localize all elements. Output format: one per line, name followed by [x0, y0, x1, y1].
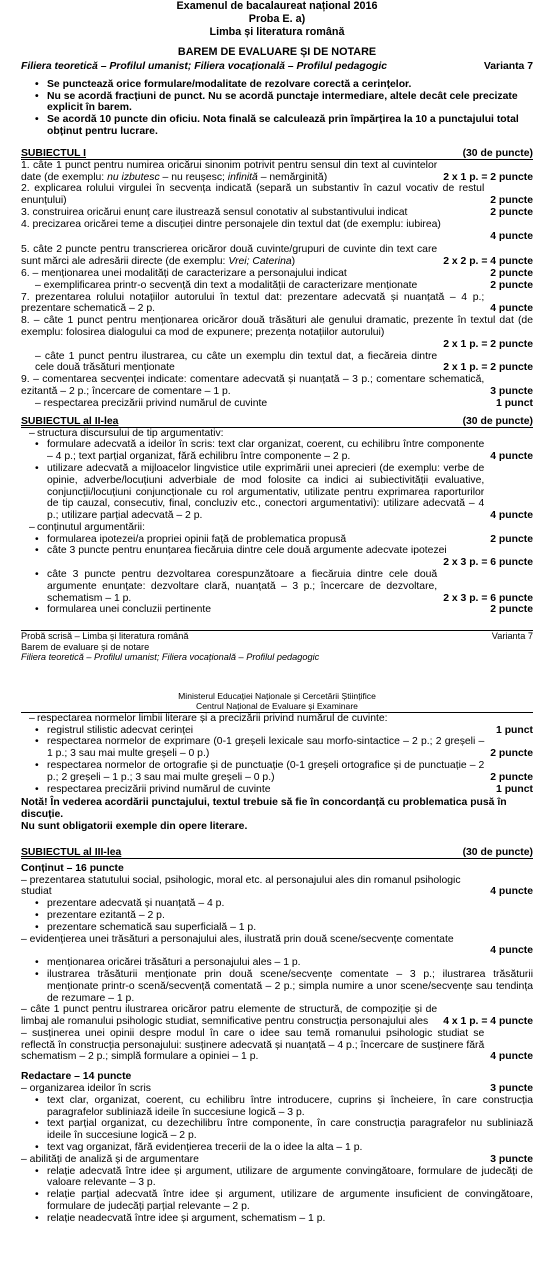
item-5: 5. câte 2 puncte pentru transcrierea oricăror două cuvinte/grupuri de cuvinte din text care sunt mărci ale adresării directe (de exemplu: Vrei; Caterina) 2 x 2 p. = 4 puncte [21, 244, 533, 268]
s2-norms-list: • registrul stilistic adecvat cerinței 1 punct • respectarea normelor de exprimare (0-1 greșeli lexicale sau morfo-sintactice – 2 p.; 2 greșeli – 1 p.; 3 sau mai multe greșeli – 0 p.) 2 puncte • respectarea normelor de ortografie și de punctuație (0-1 greșeli ortografice și de punctuație – 2 p.; 2 greșeli – 1 p.; 3 sau mai multe greșeli – 0 p.) 2 puncte • respectarea precizării privind numărul de cuvinte 1 punct [21, 725, 533, 796]
s3-content-title: Conținut – 16 puncte [21, 862, 124, 874]
page-2-header: Ministerul Educației Naționale și Cercetării Științifice Centrul Național de Evaluare și Examinare [178, 690, 376, 711]
exam-proba: Proba E. a) [248, 13, 306, 25]
note: Notă! În vederea acordării punctajului, textul trebuie să fie în concordanță cu problematica pusă în discuție. [21, 797, 507, 821]
s3-f: – abilități de analiză și de argumentare 3 puncte [21, 1153, 533, 1165]
s2-content-list: • formularea ipotezei/a propriei opinii față de problematica propusă 2 puncte • câte 3 puncte pentru enunțarea fiecăruia dintre cele două argumente adecvate ipotezei 2 x 3 p. = 6 puncte • câte 3 puncte pentru dezvoltarea corespunzătoare a fiecăruia dintre cele două argumente enunțate: dezvoltare clară, nuanțată – 3 p.; încercare de dezvoltare, schematism – 1 p. 2 x 3 p. = 6 puncte • formularea unei concluzii pertinente 2 puncte [21, 534, 533, 617]
section-2-header [21, 416, 533, 428]
item-9a: 9. – comentarea secvenței indicate: comentare adecvată și nuanțată – 3 p.; comentare schematică, ezitantă – 2 p.; încercare de comentare – 1 p. 3 puncte [21, 374, 533, 397]
section-3-title: SUBIECTUL al III-lea [21, 846, 122, 858]
s3-a: – prezentarea statutului social, psihologic, moral etc. al personajului ales din romanul psihologic studiat 4 puncte [21, 874, 533, 898]
s3-redactare-title: Redactare – 14 puncte [21, 1071, 132, 1083]
s3-e: – organizarea ideilor în scris 3 puncte [21, 1083, 533, 1095]
document-page: Examenul de bacalaureat național 2016 Proba E. a) Limba și literatura română BAREM DE EVALUARE ȘI DE NOTARE Filiera teoretică – Profilul umanist; Filiera vocațională – Profilul pedagogic Varianta 7 • Se punctează orice formulare/modalitate de rezolvare corectă a cerințelor. • Nu se acordă fracțiuni de punct. Nu se acordă punctaje intermediare, altele decât cele precizate explicit în barem. • Se acordă 10 puncte din oficiu. Nota finală se calculează prin împărțirea la 10 a punctajului total obținut pentru lucrare. SUBIECTUL I (30 de puncte) 1. câte 1 punct pentru numirea oricărui sinonim potrivit pentru sensul din text al cuvintelor date (de exemplu: nu izbutesc – nu reușesc; infinită – nemărginită) 2 x 1 p. = 2 puncte 2. explicarea rolului virgulei în secvența indicată (separă un substantiv în cazul vocativ de restul enunțului) 2 puncte 3. construirea oricărui enunț care ilustrează sensul conotativ al substantivului indicat 2 puncte 4. precizarea oricărei teme a discuției dintre personajele din textul dat (de exemplu: iubirea) 4 puncte 5. câte 2 puncte pentru transcrierea oricăror două cuvinte/grupuri de cuvinte din text care sunt mărci ale adresării directe (de exemplu: Vrei; Caterina) 2 x 2 p. = 4 puncte 6. – menționarea unei modalități de caracterizare a personajului indicat 2 puncte – exemplificarea printr-o secvență din text a modalității de caracterizare menționate 2 puncte 7. prezentarea rolului notațiilor autorului în textul dat: prezentare adecvată și nuanțată – 4 p.; prezentare schematică – 2 p. 4 puncte 8. – câte 1 punct pentru menționarea oricăror două trăsături ale genului dramatic, prezente în textul dat (de exemplu: folosirea dialogului ca mod de expunere; prezența notațiilor autorului) 2 x 1 p. = 2 puncte – câte 1 punct pentru ilustrarea, cu câte un exemplu din textul dat, a fiecăreia dintre cele două trăsături menționate 2 x 1 p. = 2 puncte 9. – comentarea secvenței indicate: comentare adecvată și nuanțată – 3 p.; comentare schematică, ezitantă – 2 p.; încercare de comentare – 1 p. 3 puncte – respectarea precizării privind numărul de cuvinte 1 punct SUBIECTUL al II-lea (30 de puncte) – structura discursului de tip argumentativ: • formulare adecvată a ideilor în scris: text clar organizat, coerent, cu echilibru între componente – 4 p.; text parțial organizat, fără echilibru între componente – 2 p. 4 puncte • utilizare adecvată a mijloacelor lingvistice utile exprimării unei aprecieri (de exemplu: verbe de opinie, adverbe/locuțiuni adverbiale de mod folosite ca indici ai subiectivității evaluative, conjuncții/locuțiuni conjuncționale cu rol argumentativ, utilizate pentru exprimarea raporturilor de tip cauzal, consecutiv, final, concluziv etc., conectori argumentativi): utilizare adecvată – 4 p.; utilizare parțial adecvată – 2 p. 4 puncte – conținutul argumentării: • formularea ipotezei/a propriei opinii față de problematica propusă 2 puncte • câte 3 puncte pentru enunțarea fiecăruia dintre cele două argumente adecvate ipotezei 2 x 3 p. = 6 puncte • câte 3 puncte pentru dezvoltarea corespunzătoare a fiecăruia dintre cele două argumente enunțate: dezvoltare clară, nuanțată – 3 p.; încercare de dezvoltare, schematism – 1 p. 2 x 3 p. = 6 puncte • formularea unei concluzii pertinente 2 puncte Probă scrisă – Limba și literatura română Varianta 7 Barem de evaluare și de notare Filiera teoretică – Profilul umanist; Filiera vocațională – Profilul pedagogic Ministerul Educației Naționale și Cercetării Științifice Centrul Național de Evaluare și Examinare – respectarea normelor limbii literare și a precizării privind numărul de cuvinte: • registrul stilistic adecvat cerinței 1 punct • respectarea normelor de exprimare (0-1 greșeli lexicale sau morfo-sintactice – 2 p.; 2 greșeli – 1 p.; 3 sau mai multe greșeli – 0 p.) 2 puncte • respectarea normelor de ortografie și de punctuație (0-1 greșeli ortografice și de punctuație – 2 p.; 2 greșeli – 1 p.; 3 sau mai multe greșeli – 0 p.) 2 puncte • respectarea precizării privind numărul de cuvinte 1 punct Notă! În vederea acordării punctajului, textul trebuie să fie în concordanță cu problematica pusă în discuție. Nu sunt obligatorii exemple din opere literare. SUBIECTUL al III-lea (30 de puncte) Conținut – 16 puncte – prezentarea statutului social, psihologic, moral etc. al personajului ales din romanul psihologic studiat 4 puncte • prezentare adecvată și nuanțată – 4 p. • prezentare ezitantă – 2 p. • prezentare schematică sau superficială – 1 p. – evidențierea unei trăsături a personajului ales, ilustrată prin două scene/secvențe comentate 4 puncte • menționarea oricărei trăsături a personajului ales – 1 p. • ilustrarea trăsăturii menționate prin două scene/secvențe comentate – 3 p.; ilustrarea trăsăturii menționate printr-o scenă/secvență comentată – 2 p.; simpla numire a unor scene/secvențe sau tendința de rezumare – 1 p. – câte 1 punct pentru ilustrarea oricăror patru elemente de structură, de compoziție și de limbaj ale romanului psihologic studiat, semnificative pentru construcția personajului ales 4 x 1 p. = 4 puncte – susținerea unei opinii despre modul în care o idee sau temă romanului psihologic studiat se reflectă în construcția personajului: susținere adecvată și nuanțată – 4 p.; încercare de susținere fără schematism – 2 p.; simplă formulare a opiniei – 1 p. 4 puncte Redactare – 14 puncte – organizarea ideilor în scris 3 puncte • text clar, organizat, coerent, cu echilibru între introducere, cuprins și încheiere, în care construcția paragrafelor subliniază ideile în succesiune logică – 3 p. • text parțial organizat, cu dezechilibru între componente, în care construcția paragrafelor nu subliniază ideile în succesiune logică – 2 p. • text vag organizat, fără evidențierea trecerii de la o idee la alta – 1 p. – abilități de analiză și de argumentare 3 puncte • relație adecvată între idee și argument, utilizare de argumente convingătoare, formulare de judecăți de valoare relevante – 3 p. • relație parțial adecvată între idee și argument, utilizare de argumente insuficient de convingătoare, formulare de judecăți parțial relevante – 2 p. • relație neadecvată între idee și argument, schematism – 1 p. [21, 0, 533, 1225]
item-2: 2. explicarea rolului virgulei în secvența indicată (separă un substantiv în cazul vocativ de restul enunțului) 2 puncte [21, 183, 533, 207]
item-6a: 6. – menționarea unei modalități de caracterizare a personajului indicat 2 puncte [21, 267, 533, 279]
s3-d: – susținerea unei opinii despre modul în care o idee sau temă romanului psihologic studiat se reflectă în construcția personajului: susținere adecvată și nuanțată – 4 p.; încercare de susținere fără schematism – 2 p.; simplă formulare a opiniei – 1 p. 4 puncte [21, 1027, 533, 1063]
general-rule: • Se punctează orice formulare/modalitate de rezolvare corectă a cerințelor. [47, 79, 533, 91]
item-1: 1. câte 1 punct pentru numirea oricărui sinonim potrivit pentru sensul din text al cuvintelor date (de exemplu: nu izbutesc – nu reușesc; infinită – nemărginită) 2 x 1 p. = 2 puncte [21, 159, 533, 183]
varianta: Varianta 7 [483, 61, 533, 72]
section-1-title: SUBIECTUL I [21, 147, 87, 159]
section-2-title: SUBIECTUL al II-lea [21, 415, 119, 427]
exam-subject: Limba și literatura română [209, 26, 345, 38]
page-footer: Probă scrisă – Limba și literatura română Varianta 7 Barem de evaluare și de notare Filiera teoretică – Profilul umanist; Filiera vocațională – Profilul pedagogic [21, 631, 533, 663]
s2-norms: – respectarea normelor limbii literare și a precizării privind numărul de cuvinte: [29, 713, 533, 725]
s3-c: – câte 1 punct pentru ilustrarea oricăror patru elemente de structură, de compoziție și de limbaj ale romanului psihologic studiat, semnificative pentru construcția personajului ales 4 x 1 p. = 4 puncte [21, 1004, 533, 1028]
item-1-points: 2 x 1 p. = 2 puncte [443, 171, 533, 183]
section-3-header [21, 847, 533, 859]
barem-title: BAREM DE EVALUARE ȘI DE NOTARE [177, 46, 377, 58]
s2-content: – conținutul argumentării: [29, 522, 533, 534]
item-4: 4. precizarea oricărei teme a discuției dintre personajele din textul dat (de exemplu: iubirea) 4 puncte [21, 218, 533, 242]
general-rules [21, 79, 533, 138]
section-1-total: (30 de puncte) [462, 147, 533, 159]
item-8a: 8. – câte 1 punct pentru menționarea oricăror două trăsături ale genului dramatic, prezente în textul dat (de exemplu: folosirea dialogului ca mod de expunere; prezența notațiilor autorului) 2 x 1 p. = 2 puncte [21, 315, 533, 350]
filiera-row [21, 61, 533, 73]
filiera: Filiera teoretică – Profilul umanist; Filiera vocațională – Profilul pedagogic [21, 61, 388, 72]
section-3-total: (30 de puncte) [462, 846, 533, 858]
section-2-total: (30 de puncte) [462, 415, 533, 427]
exam-title: Examenul de bacalaureat național 2016 [176, 0, 378, 12]
item-9b: – respectarea precizării privind numărul de cuvinte 1 punct [35, 397, 533, 409]
s2-structure-list: • formulare adecvată a ideilor în scris: text clar organizat, coerent, cu echilibru între componente – 4 p.; text parțial organizat, fără echilibru între componente – 2 p. 4 puncte • utilizare adecvată a mijloacelor lingvistice utile exprimării unei aprecieri (de exemplu: verbe de opinie, adverbe/locuțiuni adverbiale de mod folosite ca indici ai subiectivității evaluative, conjuncții/locuțiuni conjuncționale cu rol argumentativ, utilizate pentru exprimarea raporturilor de tip cauzal, consecutiv, final, concluziv etc., conectori argumentativi): utilizare adecvată – 4 p.; utilizare parțial adecvată – 2 p. 4 puncte [21, 439, 533, 522]
general-rule: • Se acordă 10 puncte din oficiu. Nota finală se calculează prin împărțirea la 10 a punctajului total obținut pentru lucrare. [47, 114, 533, 138]
note-2: Nu sunt obligatorii exemple din opere literare. [21, 820, 248, 832]
s2-structure: – structura discursului de tip argumentativ: [29, 428, 533, 440]
item-6b: – exemplificarea printr-o secvență din text a modalității de caracterizare menționate 2 puncte [35, 279, 533, 291]
s3-b: – evidențierea unei trăsături a personajului ales, ilustrată prin două scene/secvențe comentate 4 puncte [21, 933, 533, 957]
general-rule: • Nu se acordă fracțiuni de punct. Nu se acordă punctaje intermediare, altele decât cele precizate explicit în barem. [47, 91, 533, 115]
item-3: 3. construirea oricărui enunț care ilustrează sensul conotativ al substantivului indicat 2 puncte [21, 206, 533, 218]
item-8b: – câte 1 punct pentru ilustrarea, cu câte un exemplu din textul dat, a fiecăreia dintre cele două trăsături menționate 2 x 1 p. = 2 puncte [35, 350, 533, 374]
item-7: 7. prezentarea rolului notațiilor autorului în textul dat: prezentare adecvată și nuanțată – 4 p.; prezentare schematică – 2 p. 4 puncte [21, 291, 533, 315]
section-1-header [21, 148, 533, 160]
